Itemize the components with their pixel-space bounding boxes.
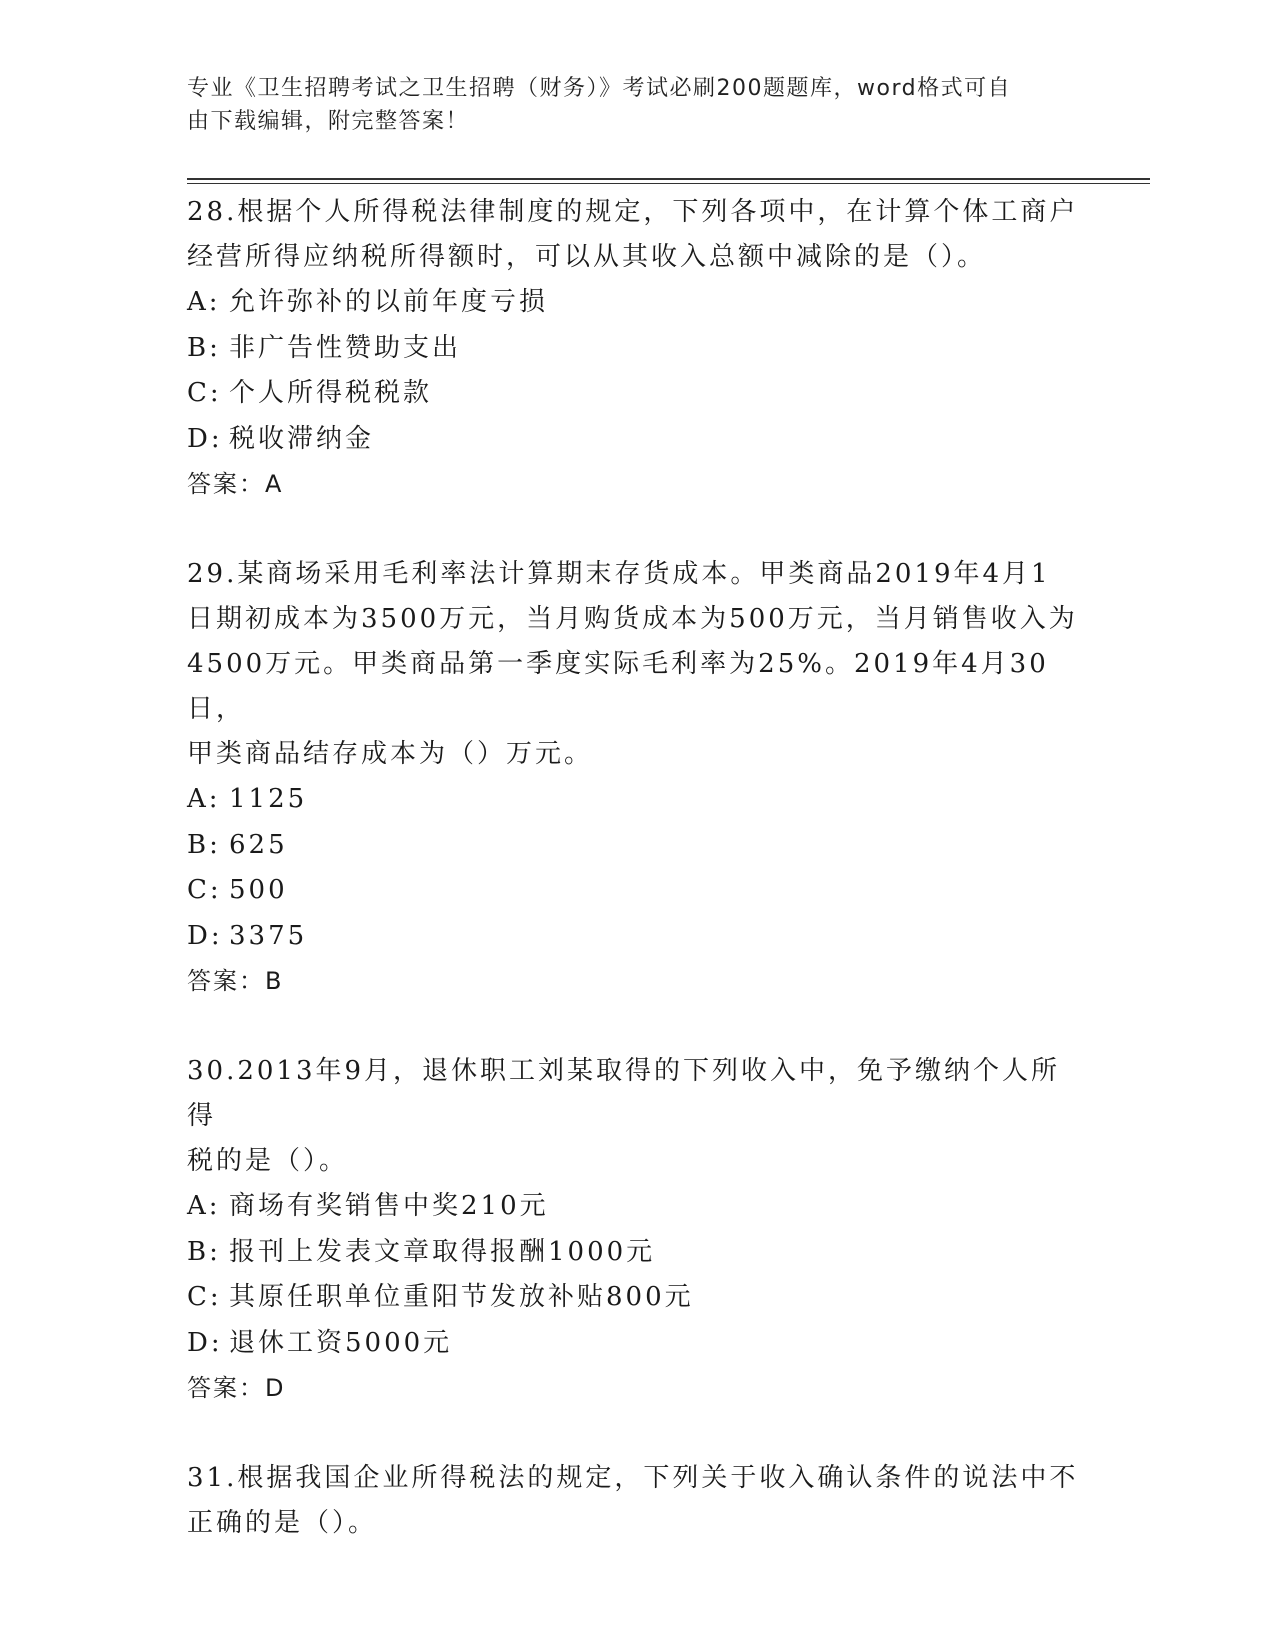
option-text: 允许弥补的以前年度亏损 (229, 287, 549, 317)
option-letter: A: (187, 1191, 221, 1221)
answer-label: 答案：D (187, 1374, 286, 1402)
option-letter: D: (187, 920, 223, 951)
option-text: 625 (229, 829, 288, 860)
option-letter: D: (187, 1327, 223, 1358)
option-b (187, 823, 1087, 869)
option-letter: B: (187, 1236, 221, 1267)
option-a (187, 1184, 1087, 1230)
option-text: 1125 (229, 784, 308, 814)
option-letter: C: (187, 875, 222, 905)
option-d (187, 914, 1087, 960)
option-a (187, 280, 1087, 326)
option-text: 报刊上发表文章取得报酬1000元 (229, 1236, 656, 1267)
option-text: 非广告性赞助支出 (229, 332, 462, 363)
header-line-2: 由下载编辑，附完整答案！ (187, 109, 470, 134)
question-spacer (187, 507, 1087, 552)
question-text-line: 日期初成本为3500万元，当月购货成本为500万元，当月销售收入为 (187, 604, 1078, 634)
header-divider-thin (187, 183, 1150, 184)
option-letter: C: (187, 1282, 222, 1312)
option-c (187, 868, 1087, 914)
option-text: 500 (229, 875, 288, 905)
question-spacer (187, 1411, 1087, 1456)
question-text-line: 30.2013年9月，退休职工刘某取得的下列收入中，免予缴纳个人所得 (187, 1056, 1061, 1131)
answer-label: 答案：B (187, 967, 284, 995)
question-text-line: 甲类商品结存成本为（）万元。 (187, 739, 594, 769)
question-28 (187, 190, 1087, 507)
option-text: 退休工资5000元 (229, 1327, 453, 1358)
option-b (187, 1230, 1087, 1276)
question-text-line: 经营所得应纳税所得额时，可以从其收入总额中减除的是（）。 (187, 242, 987, 272)
option-c (187, 371, 1087, 417)
header-divider-thick (187, 178, 1150, 180)
option-letter: A: (187, 287, 221, 317)
question-spacer (187, 1004, 1087, 1049)
option-letter: B: (187, 829, 221, 860)
option-a (187, 777, 1087, 823)
question-30 (187, 1049, 1087, 1411)
question-29 (187, 552, 1087, 1004)
option-letter: A: (187, 784, 221, 814)
question-text-line: 正确的是（）。 (187, 1508, 378, 1538)
question-31 (187, 1456, 1087, 1546)
option-text: 其原任职单位重阳节发放补贴800元 (229, 1282, 694, 1312)
question-list (187, 190, 1087, 1546)
question-text-line: 4500万元。甲类商品第一季度实际毛利率为25%。2019年4月30日， (187, 649, 1049, 724)
option-text: 税收滞纳金 (229, 423, 375, 454)
question-text-line: 税的是（）。 (187, 1146, 349, 1176)
option-letter: C: (187, 378, 222, 408)
option-letter: B: (187, 332, 221, 363)
question-text-line: 28.根据个人所得税法律制度的规定，下列各项中，在计算个体工商户 (187, 197, 1079, 227)
document-header (187, 72, 1067, 138)
option-d (187, 417, 1087, 463)
answer-label: 答案：A (187, 470, 284, 498)
option-c (187, 1275, 1087, 1321)
option-text: 个人所得税税款 (229, 378, 433, 408)
question-text-line: 31.根据我国企业所得税法的规定，下列关于收入确认条件的说法中不 (187, 1463, 1079, 1493)
question-text-line: 29.某商场采用毛利率法计算期末存货成本。甲类商品2019年4月1 (187, 559, 1051, 589)
option-d (187, 1321, 1087, 1367)
option-text: 商场有奖销售中奖210元 (229, 1191, 549, 1221)
header-line-1: 专业《卫生招聘考试之卫生招聘（财务）》考试必刷200题题库，word格式可自 (187, 76, 1012, 101)
option-letter: D: (187, 423, 223, 454)
option-text: 3375 (229, 920, 308, 951)
option-b (187, 326, 1087, 372)
